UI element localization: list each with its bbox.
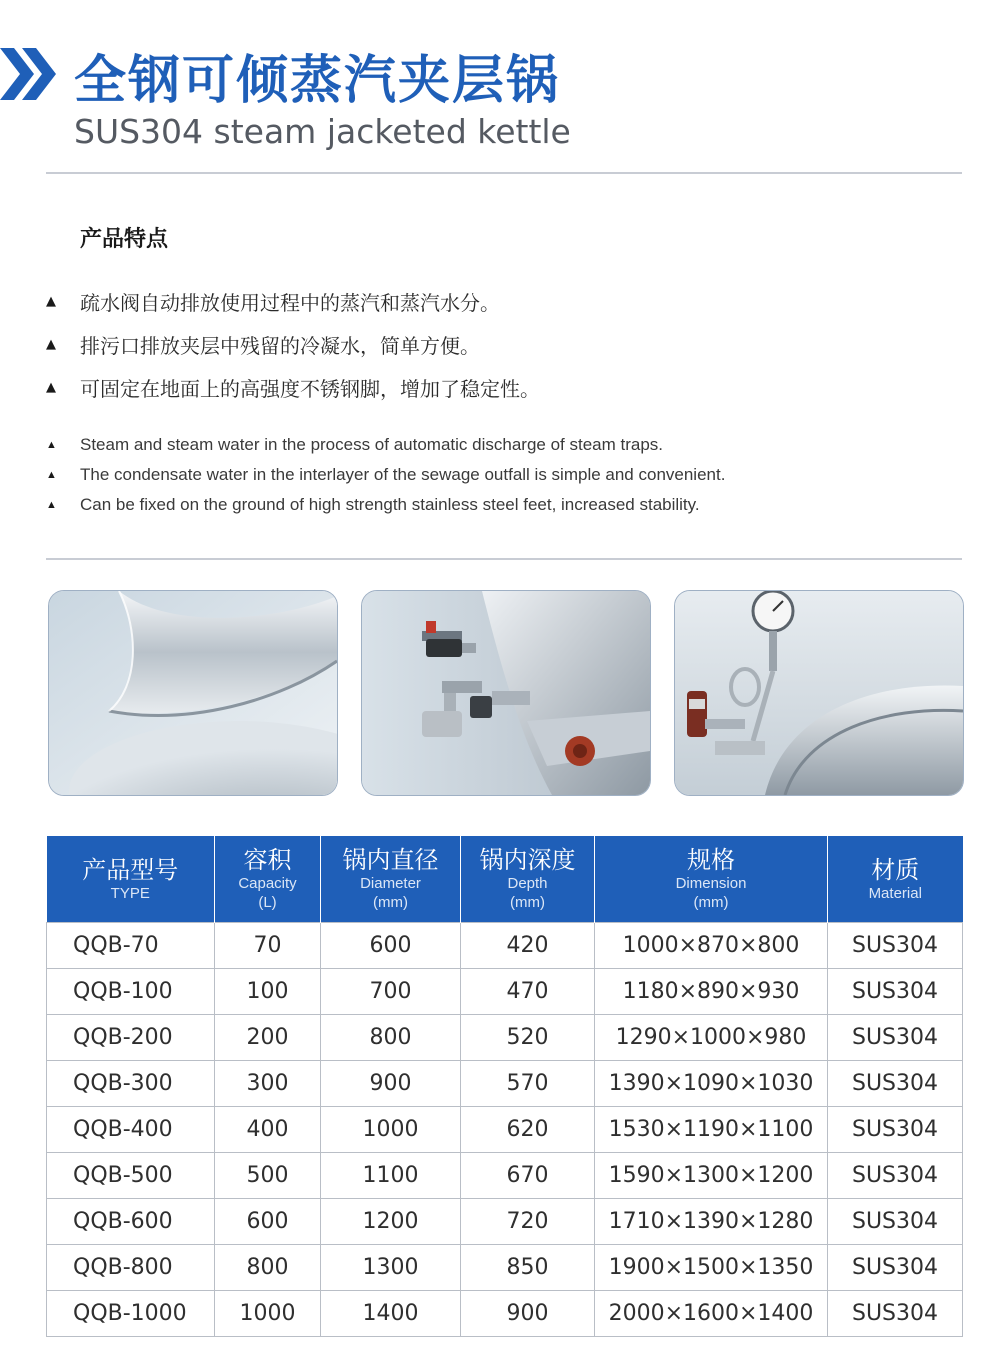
page-subtitle: SUS304 steam jacketed kettle — [74, 112, 571, 151]
cell-type: QQB-400 — [47, 1107, 215, 1153]
table-row — [47, 1245, 963, 1291]
cell-material: SUS304 — [828, 923, 963, 969]
column-header-type: 产品型号 TYPE — [47, 836, 215, 923]
cell-depth: 420 — [461, 923, 595, 969]
feature-item — [46, 460, 725, 490]
cell-material: SUS304 — [828, 969, 963, 1015]
table-row — [47, 1061, 963, 1107]
cell-material: SUS304 — [828, 1153, 963, 1199]
cell-diameter: 1400 — [321, 1291, 461, 1337]
divider-middle — [46, 558, 962, 560]
table-body — [47, 923, 963, 1337]
cell-diameter: 1300 — [321, 1245, 461, 1291]
cell-dimension: 2000×1600×1400 — [595, 1291, 828, 1337]
cell-type: QQB-1000 — [47, 1291, 215, 1337]
cell-capacity: 300 — [215, 1061, 321, 1107]
cell-type: QQB-500 — [47, 1153, 215, 1199]
cell-material: SUS304 — [828, 1015, 963, 1061]
feature-item — [46, 323, 540, 366]
table-row — [47, 969, 963, 1015]
cell-material: SUS304 — [828, 1061, 963, 1107]
cell-depth: 670 — [461, 1153, 595, 1199]
cell-capacity: 400 — [215, 1107, 321, 1153]
table-row — [47, 1107, 963, 1153]
cell-dimension: 1290×1000×980 — [595, 1015, 828, 1061]
feature-text: Steam and steam water in the process of automatic discharge of steam traps. — [80, 435, 664, 454]
cell-type: QQB-200 — [47, 1015, 215, 1061]
cell-dimension: 1000×870×800 — [595, 923, 828, 969]
triangle-bullet-icon: ▲ — [46, 337, 56, 352]
feature-text: 排污口排放夹层中残留的冷凝水，简单方便。 — [80, 334, 480, 358]
feature-item — [46, 280, 540, 323]
pressure-gauge-photo — [674, 590, 964, 796]
cell-diameter: 1100 — [321, 1153, 461, 1199]
feature-list-zh — [46, 280, 540, 409]
table-row — [47, 1291, 963, 1337]
triangle-bullet-icon: ▲ — [46, 439, 57, 451]
cell-dimension: 1180×890×930 — [595, 969, 828, 1015]
feature-text: 疏水阀自动排放使用过程中的蒸汽和蒸汽水分。 — [80, 291, 500, 315]
feature-item — [46, 366, 540, 409]
feature-list-en — [46, 430, 725, 520]
cell-diameter: 1000 — [321, 1107, 461, 1153]
kettle-pouring-spout-photo — [48, 590, 338, 796]
table-row — [47, 1015, 963, 1061]
column-header-dimension: 规格 Dimension (mm) — [595, 836, 828, 923]
spec-table — [46, 836, 963, 1337]
steam-trap-valve-photo — [361, 590, 651, 796]
cell-type: QQB-800 — [47, 1245, 215, 1291]
table-row — [47, 1199, 963, 1245]
cell-capacity: 1000 — [215, 1291, 321, 1337]
cell-material: SUS304 — [828, 1107, 963, 1153]
double-chevron-right-icon — [0, 48, 58, 100]
cell-diameter: 1200 — [321, 1199, 461, 1245]
cell-depth: 520 — [461, 1015, 595, 1061]
cell-dimension: 1900×1500×1350 — [595, 1245, 828, 1291]
cell-depth: 470 — [461, 969, 595, 1015]
table-row — [47, 923, 963, 969]
cell-dimension: 1590×1300×1200 — [595, 1153, 828, 1199]
column-header-diameter: 锅内直径 Diameter (mm) — [321, 836, 461, 923]
column-header-depth: 锅内深度 Depth (mm) — [461, 836, 595, 923]
cell-dimension: 1390×1090×1030 — [595, 1061, 828, 1107]
feature-text: Can be fixed on the ground of high strength stainless steel feet, increased stability. — [80, 495, 700, 514]
cell-capacity: 200 — [215, 1015, 321, 1061]
cell-depth: 850 — [461, 1245, 595, 1291]
cell-dimension: 1530×1190×1100 — [595, 1107, 828, 1153]
triangle-bullet-icon: ▲ — [46, 469, 57, 481]
feature-text: 可固定在地面上的高强度不锈钢脚，增加了稳定性。 — [80, 377, 540, 401]
divider-top — [46, 172, 962, 174]
cell-capacity: 600 — [215, 1199, 321, 1245]
cell-depth: 900 — [461, 1291, 595, 1337]
feature-item — [46, 430, 725, 460]
triangle-bullet-icon: ▲ — [46, 499, 57, 511]
cell-type: QQB-300 — [47, 1061, 215, 1107]
feature-text: The condensate water in the interlayer of the sewage outfall is simple and convenient. — [80, 465, 726, 484]
cell-capacity: 800 — [215, 1245, 321, 1291]
feature-item — [46, 490, 725, 520]
cell-diameter: 900 — [321, 1061, 461, 1107]
cell-capacity: 70 — [215, 923, 321, 969]
cell-depth: 720 — [461, 1199, 595, 1245]
column-header-capacity: 容积 Capacity (L) — [215, 836, 321, 923]
cell-diameter: 800 — [321, 1015, 461, 1061]
cell-material: SUS304 — [828, 1245, 963, 1291]
cell-material: SUS304 — [828, 1199, 963, 1245]
triangle-bullet-icon: ▲ — [46, 294, 56, 309]
triangle-bullet-icon: ▲ — [46, 380, 56, 395]
cell-depth: 570 — [461, 1061, 595, 1107]
table-row — [47, 1153, 963, 1199]
cell-capacity: 100 — [215, 969, 321, 1015]
cell-depth: 620 — [461, 1107, 595, 1153]
cell-diameter: 700 — [321, 969, 461, 1015]
cell-dimension: 1710×1390×1280 — [595, 1199, 828, 1245]
cell-type: QQB-70 — [47, 923, 215, 969]
column-header-material: 材质 Material — [828, 836, 963, 923]
features-heading: 产品特点 — [80, 227, 169, 252]
cell-capacity: 500 — [215, 1153, 321, 1199]
cell-type: QQB-100 — [47, 969, 215, 1015]
cell-diameter: 600 — [321, 923, 461, 969]
cell-type: QQB-600 — [47, 1199, 215, 1245]
table-header-row — [47, 836, 963, 923]
cell-material: SUS304 — [828, 1291, 963, 1337]
page-title: 全钢可倾蒸汽夹层锅 — [74, 51, 561, 111]
